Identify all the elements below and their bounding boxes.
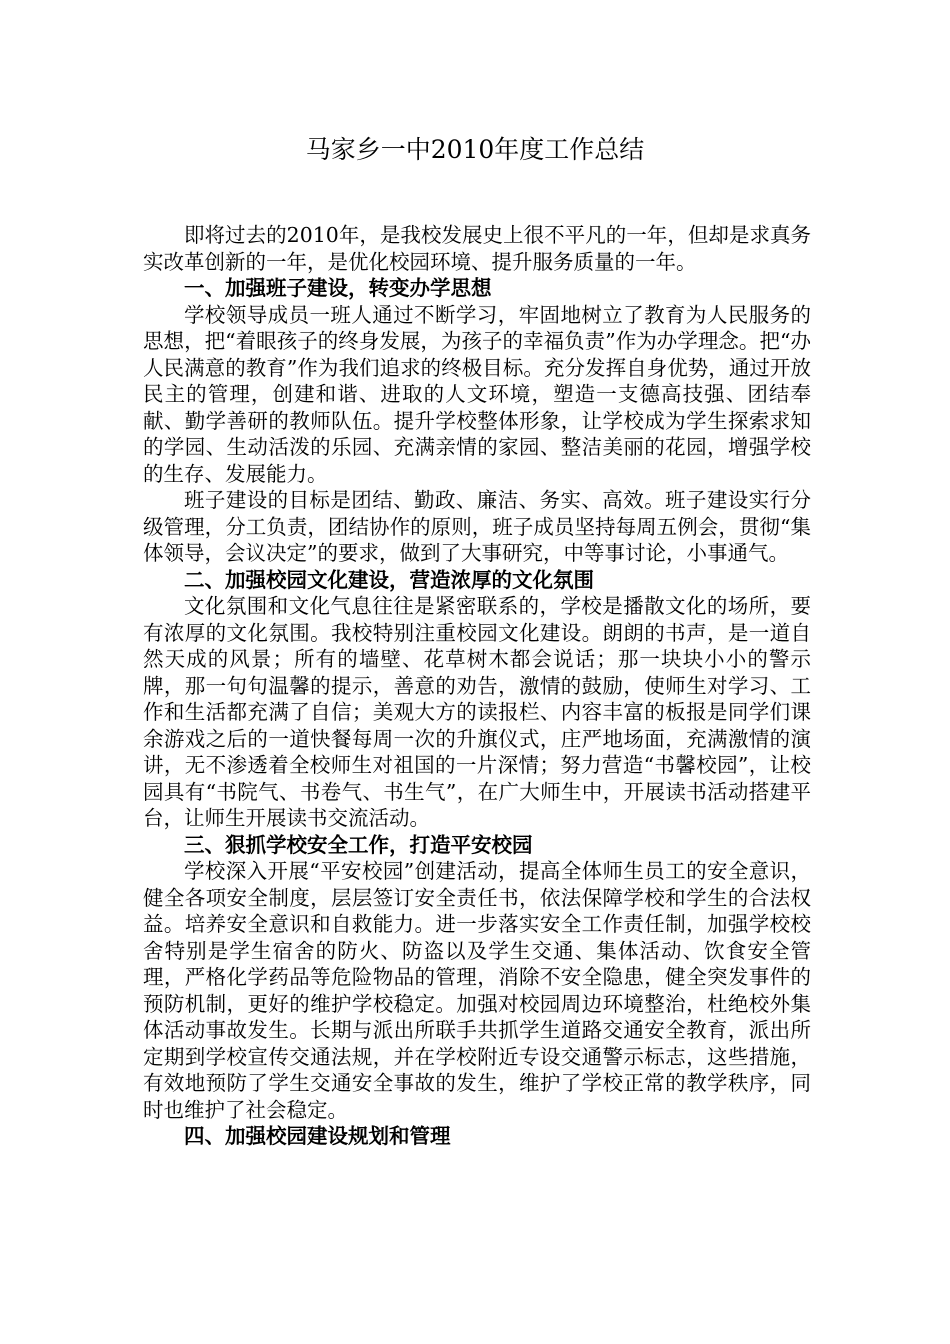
section-heading-4: 四、加强校园建设规划和管理 [184,1124,451,1148]
section-1-paragraph-2: 班子建设的目标是团结、勤政、廉洁、务实、高效。班子建设实行分级管理，分工负责，团结协作的原则，班子成员坚持每周五例会，贯彻“集体领导，会议决定”的要求，做到了大事研究，中等事讨论，小事通气。 [143,488,811,565]
section-heading-1: 一、加强班子建设，转变办学思想 [184,276,492,300]
intro-paragraph: 即将过去的2010年，是我校发展史上很不平凡的一年，但却是求真务实改革创新的一年，是优化校园环境、提升服务质量的一年。 [143,223,811,274]
section-2-paragraph-1: 文化氛围和文化气息往往是紧密联系的，学校是播散文化的场所，要有浓厚的文化氛围。我校特别注重校园文化建设。朗朗的书声，是一道自然天成的风景；所有的墙壁、花草树木都会说话；那一块块小小的警示牌，那一句句温馨的提示，善意的劝告，激情的鼓励，使师生对学习、工作和生活都充满了自信；美观大方的读报栏、内容丰富的板报是同学们课余游戏之后的一道快餐每周一次的升旗仪式，庄严地场面，充满激情的演讲，无不渗透着全校师生对祖国的一片深情；努力营造“书馨校园”，让校园具有“书院气、书卷气、书生气”，在广大师生中，开展读书活动搭建平台，让师生开展读书交流活动。 [143,594,811,830]
document-body [143,222,811,1150]
section-heading-2: 二、加强校园文化建设，营造浓厚的文化氛围 [184,567,594,592]
page-title: 马家乡一中2010年度工作总结 [305,135,645,164]
section-1-paragraph-1: 学校领导成员一班人通过不断学习，牢固地树立了教育为人民服务的思想，把“着眼孩子的终身发展，为孩子的幸福负责”作为办学理念。把“办人民满意的教育”作为我们追求的终极目标。充分发挥自身优势，通过开放民主的管理，创建和谐、进取的人文环境，塑造一支德高技强、团结奉献、勤学善研的教师队伍。提升学校整体形象，让学校成为学生探索求知的学园、生动活泼的乐园、充满亲情的家园、整洁美丽的花园，增强学校的生存、发展能力。 [143,302,811,486]
section-heading-3: 三、狠抓学校安全工作，打造平安校园 [184,832,533,857]
section-3-paragraph-1: 学校深入开展“平安校园”创建活动，提高全体师生员工的安全意识，健全各项安全制度，层层签订安全责任书，依法保障学校和学生的合法权益。培养安全意识和自救能力。进一步落实安全工作责任制，加强学校校舍特别是学生宿舍的防火、防盗以及学生交通、集体活动、饮食安全管理，严格化学药品等危险物品的管理，消除不安全隐患，健全突发事件的预防机制，更好的维护学校稳定。加强对校园周边环境整治，杜绝校外集体活动事故发生。长期与派出所联手共抓学生道路交通安全教育，派出所定期到学校宣传交通法规，并在学校附近专设交通警示标志，这些措施，有效地预防了学生交通安全事故的发生，维护了学校正常的教学秩序，同时也维护了社会稳定。 [143,859,811,1122]
